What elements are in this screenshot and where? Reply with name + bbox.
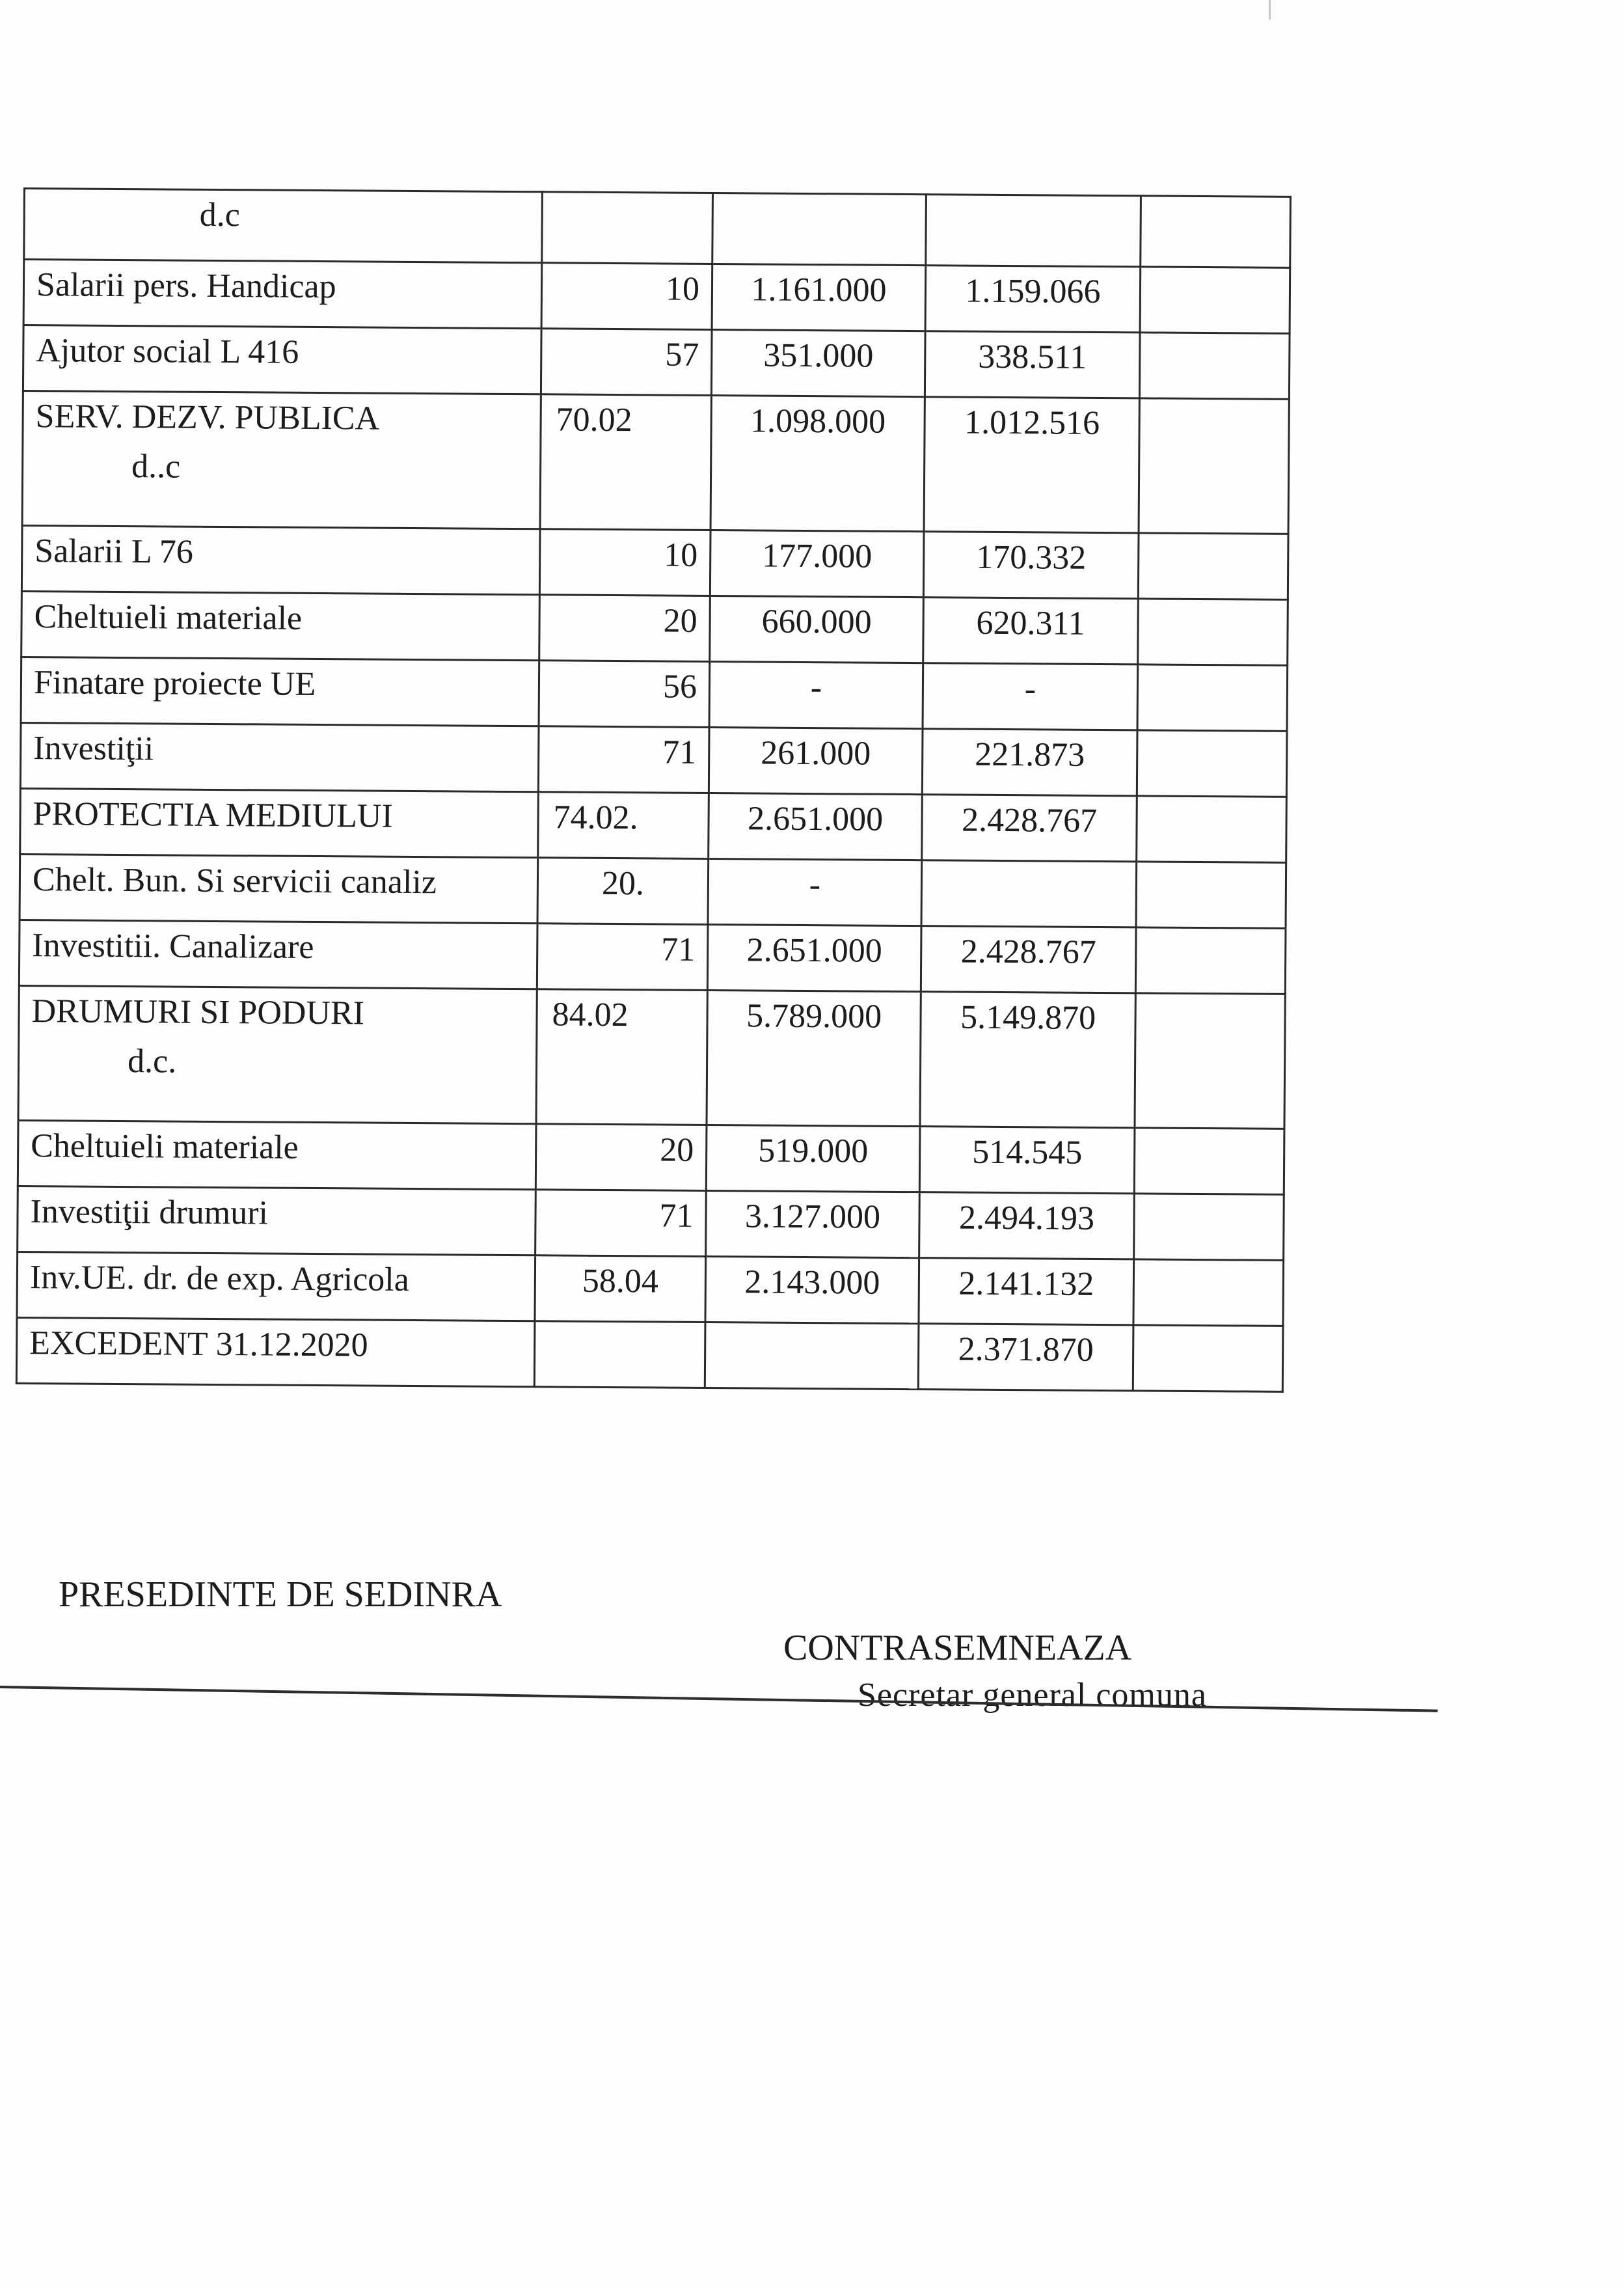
row-label [18,985,537,1123]
table-row [20,854,1286,928]
row-sublabel: d.c [199,196,241,234]
signature-line [0,1686,1438,1712]
row-extra [1139,398,1289,534]
scan-artifact [1269,0,1271,20]
row-planned: 2.651.000 [709,793,923,860]
row-code: 20 [535,1124,707,1191]
row-planned: 177.000 [710,530,924,597]
row-executed: - [923,663,1138,730]
row-planned: 2.143.000 [705,1256,919,1323]
row-planned: 2.651.000 [707,925,921,992]
row-extra [1139,333,1290,400]
row-label: Cheltuieli materiale [18,1120,536,1189]
row-label: EXCEDENT 31.12.2020 [16,1317,535,1386]
row-planned: - [709,662,923,729]
row-code: 70.02 [540,394,711,530]
row-code [542,192,713,264]
row-label-text: SERV. DEZV. PUBLICA [35,398,380,437]
row-label [24,189,543,263]
row-code [534,1321,705,1388]
row-code: 84.02 [536,989,707,1125]
row-planned: 519.000 [706,1125,920,1192]
row-label: Finatare proiecte UE [21,657,539,726]
row-label-text: DRUMURI SI PODURI [31,993,365,1032]
table-row [21,525,1288,599]
table-row [18,1186,1284,1260]
row-code: 20 [539,595,710,662]
row-executed: 2.428.767 [922,795,1137,862]
table-row [17,1252,1284,1326]
row-label: Chelt. Bun. Si servicii canaliz [20,854,538,923]
table-row [21,591,1288,665]
table-row [22,391,1289,534]
row-extra [1134,1128,1284,1195]
row-executed [926,195,1141,267]
row-planned: 1.161.000 [712,264,926,331]
row-executed [921,860,1137,927]
row-planned: 261.000 [709,728,923,795]
countersign-title: CONTRASEMNEAZA [783,1628,1132,1668]
row-label [22,391,541,529]
row-extra [1133,1325,1283,1392]
row-planned: 1.098.000 [710,396,925,532]
row-planned: 3.127.000 [706,1190,920,1257]
table-row [18,1120,1284,1194]
row-planned: 660.000 [710,596,924,663]
row-label: Ajutor social L 416 [23,325,541,394]
secretary-subtitle: Secretar general comuna [858,1677,1207,1714]
row-extra [1141,196,1291,268]
row-planned: 5.789.000 [707,990,921,1126]
row-extra [1136,862,1286,929]
president-signature-title: PRESEDINTE DE SEDINRA [59,1574,502,1615]
row-executed: 514.545 [919,1127,1135,1194]
row-code: 71 [537,924,708,991]
row-extra [1140,267,1290,334]
row-planned [712,193,927,266]
row-code: 71 [535,1190,707,1257]
row-code: 20. [537,858,709,925]
row-label: PROTECTIA MEDIULUI [20,788,539,857]
row-extra [1133,1259,1284,1326]
row-executed: 2.371.870 [918,1324,1133,1391]
row-extra [1138,533,1288,600]
row-planned: - [708,859,922,926]
row-executed: 5.149.870 [920,992,1135,1128]
row-code: 58.04 [535,1255,706,1323]
row-executed: 620.311 [923,597,1139,665]
row-sublabel: d..c [131,447,181,486]
row-executed: 1.012.516 [924,397,1139,533]
table-row [23,325,1290,400]
row-label: Inv.UE. dr. de exp. Agricola [17,1252,535,1321]
table-row [20,722,1287,797]
row-extra [1137,796,1287,863]
row-executed: 221.873 [922,729,1137,796]
row-planned [705,1322,919,1389]
table-row [23,260,1290,334]
row-code: 71 [538,726,709,793]
row-code: 10 [539,529,710,596]
row-sublabel: d.c. [127,1042,177,1080]
row-label: Investiţii [20,722,539,791]
row-code: 74.02. [538,792,709,859]
row-planned: 351.000 [711,330,925,397]
row-code: 10 [541,263,712,330]
table-row [21,657,1288,731]
budget-table [16,187,1292,1393]
table-row [18,985,1285,1129]
row-label: Salarii L 76 [21,525,540,594]
table-row [19,920,1286,994]
row-executed: 170.332 [923,532,1139,599]
row-code: 56 [539,661,710,728]
table-row [24,189,1291,268]
table-row [16,1317,1283,1391]
row-label: Cheltuieli materiale [21,591,540,660]
row-executed: 2.428.767 [921,926,1136,993]
row-label: Investiţii drumuri [18,1186,536,1255]
row-executed: 2.494.193 [919,1192,1135,1259]
row-label: Investitii. Canalizare [19,920,537,989]
row-label: Salarii pers. Handicap [23,260,542,329]
row-extra [1134,1194,1284,1261]
row-extra [1137,665,1288,732]
row-executed: 338.511 [925,331,1140,398]
row-executed: 1.159.066 [925,266,1141,333]
row-extra [1137,730,1287,797]
row-extra [1135,993,1285,1129]
row-extra [1138,599,1288,666]
row-extra [1135,927,1286,994]
row-code: 57 [541,329,712,396]
table-row [20,788,1287,862]
row-executed: 2.141.132 [919,1258,1134,1325]
